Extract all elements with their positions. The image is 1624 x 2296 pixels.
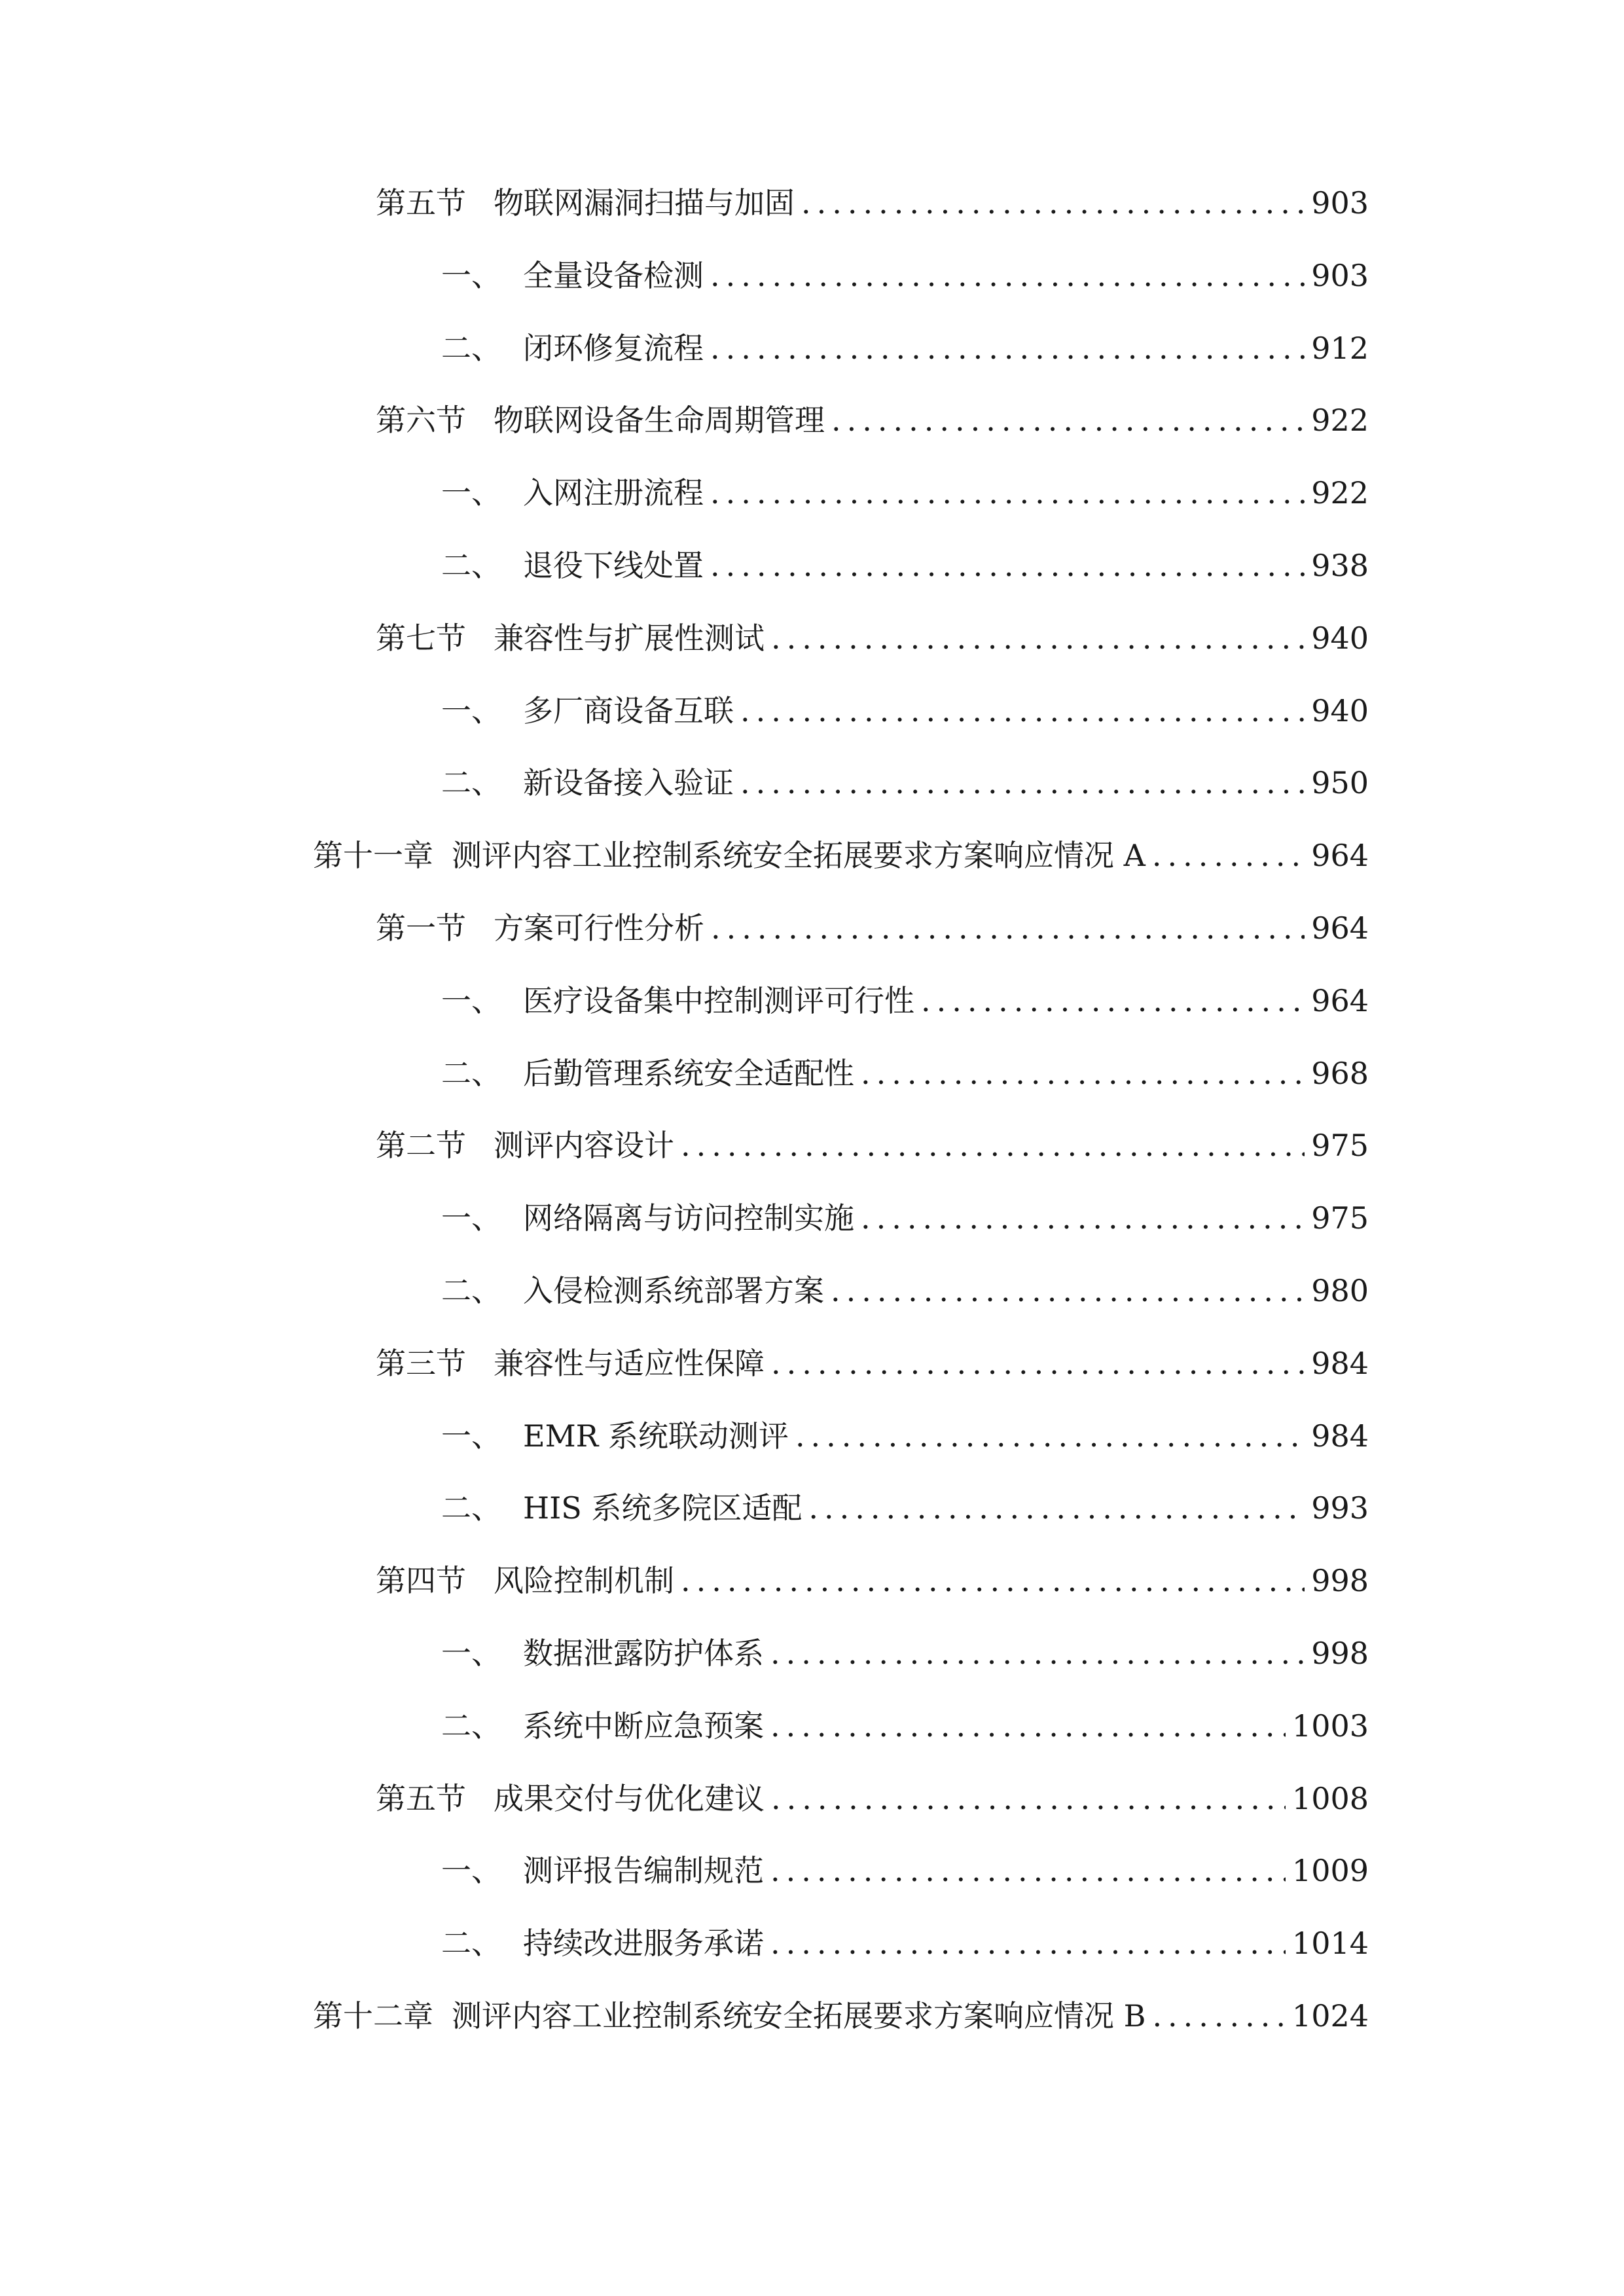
toc-entry-number: 一、	[441, 475, 501, 511]
toc-entry-page-number: 984	[1311, 1345, 1369, 1381]
toc-entry-title: 持续改进服务承诺	[523, 1926, 764, 1962]
toc-entry-title: 风险控制机制	[494, 1563, 674, 1599]
dot-leader	[795, 1410, 1305, 1462]
toc-entry-page-number: 1008	[1291, 1780, 1369, 1816]
toc-entry-title: 新设备接入验证	[523, 765, 734, 801]
toc-entry-page-number: 912	[1311, 330, 1369, 366]
toc-entry-number: 二、	[441, 330, 501, 366]
toc-entry-page-number: 998	[1311, 1563, 1369, 1599]
toc-entry-title: 退役下线处置	[523, 548, 704, 583]
toc-entry-item[interactable]	[441, 1047, 1369, 1100]
toc-entry-title: 闭环修复流程	[523, 330, 704, 366]
dot-leader	[770, 1844, 1286, 1897]
dot-leader	[711, 902, 1305, 954]
toc-entry-page-number: 940	[1311, 692, 1369, 728]
toc-entry-item[interactable]	[441, 539, 1369, 592]
dot-leader	[861, 1192, 1305, 1244]
toc-entry-page-number: 980	[1311, 1273, 1369, 1308]
toc-entry-title: 全量设备检测	[523, 257, 704, 293]
toc-entry-title: 测评内容工业控制系统安全拓展要求方案响应情况 B	[452, 1998, 1146, 2034]
toc-entry-number: 二、	[441, 1926, 501, 1962]
toc-entry-page-number: 922	[1311, 475, 1369, 511]
toc-entry-item[interactable]	[441, 249, 1369, 302]
toc-entry-number: 一、	[441, 1200, 501, 1236]
toc-entry-section[interactable]	[376, 177, 1369, 229]
toc-entry-title: 网络隔离与访问控制实施	[523, 1200, 854, 1236]
toc-entry-number: 一、	[441, 1853, 501, 1889]
toc-entry-title: 系统中断应急预案	[523, 1708, 764, 1744]
dot-leader	[770, 1700, 1286, 1752]
dot-leader	[808, 1482, 1305, 1534]
toc-entry-section[interactable]	[376, 612, 1369, 664]
toc-entry-number: 二、	[441, 1708, 501, 1744]
toc-entry-number: 一、	[441, 982, 501, 1018]
toc-entry-title: 入侵检测系统部署方案	[523, 1273, 824, 1308]
toc-entry-chapter[interactable]	[313, 1990, 1369, 2042]
dot-leader	[771, 612, 1305, 664]
toc-entry-number: 第六节	[376, 403, 466, 439]
toc-entry-title: 兼容性与扩展性测试	[494, 620, 765, 656]
toc-entry-number: 二、	[441, 1273, 501, 1308]
toc-entry-number: 第五节	[376, 1780, 466, 1816]
toc-entry-page-number: 938	[1311, 548, 1369, 583]
toc-entry-item[interactable]	[441, 1265, 1369, 1317]
dot-leader	[771, 1337, 1305, 1390]
toc-entry-item[interactable]	[441, 975, 1369, 1027]
toc-entry-title: 测评报告编制规范	[523, 1853, 764, 1889]
toc-entry-page-number: 922	[1311, 403, 1369, 439]
toc-entry-page-number: 903	[1311, 185, 1369, 221]
toc-entry-page-number: 998	[1311, 1636, 1369, 1671]
dot-leader	[831, 394, 1305, 446]
dot-leader	[1152, 1990, 1285, 2042]
toc-entry-page-number: 1003	[1291, 1708, 1369, 1744]
toc-entry-item[interactable]	[441, 685, 1369, 737]
toc-entry-item[interactable]	[441, 467, 1369, 519]
toc-entry-page-number: 903	[1311, 257, 1369, 293]
toc-entry-title: 方案可行性分析	[494, 910, 704, 946]
toc-entry-title: 数据泄露防护体系	[523, 1636, 764, 1671]
toc-entry-title: 物联网漏洞扫描与加固	[494, 185, 795, 221]
dot-leader	[681, 1119, 1305, 1172]
toc-entry-item[interactable]	[441, 1482, 1369, 1534]
toc-entry-item[interactable]	[441, 1917, 1369, 1969]
toc-entry-number: 第三节	[376, 1345, 466, 1381]
toc-entry-page-number: 964	[1311, 910, 1369, 946]
toc-entry-number: 第一节	[376, 910, 466, 946]
toc-entry-number: 二、	[441, 1490, 501, 1526]
toc-entry-page-number: 975	[1311, 1128, 1369, 1164]
dot-leader	[1152, 829, 1305, 882]
toc-entry-page-number: 964	[1311, 982, 1369, 1018]
toc-entry-item[interactable]	[441, 1627, 1369, 1679]
dot-leader	[921, 975, 1305, 1027]
toc-entry-section[interactable]	[376, 1119, 1369, 1172]
toc-entry-section[interactable]	[376, 1337, 1369, 1390]
toc-entry-page-number: 940	[1311, 620, 1369, 656]
toc-entry-chapter[interactable]	[313, 829, 1369, 882]
toc-entry-number: 第十一章	[313, 838, 433, 874]
toc-entry-number: 一、	[441, 692, 501, 728]
toc-entry-item[interactable]	[441, 1844, 1369, 1897]
dot-leader	[771, 1772, 1286, 1825]
dot-leader	[710, 322, 1305, 374]
toc-entry-section[interactable]	[376, 394, 1369, 446]
toc-entry-number: 第七节	[376, 620, 466, 656]
toc-entry-item[interactable]	[441, 1192, 1369, 1244]
toc-entry-number: 二、	[441, 765, 501, 801]
toc-entry-number: 第十二章	[313, 1998, 433, 2034]
toc-entry-title: HIS 系统多院区适配	[523, 1490, 803, 1526]
toc-entry-number: 第二节	[376, 1128, 466, 1164]
dot-leader	[710, 539, 1305, 592]
toc-entry-title: 多厂商设备互联	[523, 692, 734, 728]
toc-entry-number: 二、	[441, 1055, 501, 1091]
toc-entry-page-number: 1014	[1291, 1926, 1369, 1962]
toc-entry-number: 一、	[441, 257, 501, 293]
toc-entry-page-number: 975	[1311, 1200, 1369, 1236]
dot-leader	[681, 1554, 1305, 1607]
toc-entry-title: 成果交付与优化建议	[494, 1780, 765, 1816]
toc-entry-number: 二、	[441, 548, 501, 583]
toc-entry-page-number: 993	[1311, 1490, 1369, 1526]
dot-leader	[801, 177, 1305, 229]
toc-entry-title: 测评内容设计	[494, 1128, 674, 1164]
toc-entry-title: 后勤管理系统安全适配性	[523, 1055, 854, 1091]
dot-leader	[861, 1047, 1305, 1100]
toc-entry-number: 一、	[441, 1418, 501, 1454]
toc-entry-section[interactable]	[376, 1772, 1369, 1825]
toc-entry-page-number: 1009	[1291, 1853, 1369, 1889]
toc-entry-page-number: 968	[1311, 1055, 1369, 1091]
dot-leader	[710, 249, 1305, 302]
toc-entry-number: 第五节	[376, 185, 466, 221]
toc-entry-title: EMR 系统联动测评	[523, 1418, 789, 1454]
dot-leader	[740, 757, 1305, 809]
dot-leader	[770, 1917, 1286, 1969]
toc-entry-item[interactable]	[441, 757, 1369, 809]
toc-entry-title: 医疗设备集中控制测评可行性	[523, 982, 914, 1018]
dot-leader	[831, 1265, 1305, 1317]
toc-entry-item[interactable]	[441, 1700, 1369, 1752]
toc-entry-title: 入网注册流程	[523, 475, 704, 511]
toc-entry-page-number: 984	[1311, 1418, 1369, 1454]
toc-entry-page-number: 950	[1311, 765, 1369, 801]
dot-leader	[710, 467, 1305, 519]
toc-entry-number: 第四节	[376, 1563, 466, 1599]
toc-entry-page-number: 1024	[1291, 1998, 1369, 2034]
toc-entry-number: 一、	[441, 1636, 501, 1671]
toc-entry-item[interactable]	[441, 322, 1369, 374]
toc-entry-title: 物联网设备生命周期管理	[494, 403, 825, 439]
toc-entry-section[interactable]	[376, 902, 1369, 954]
toc-entry-item[interactable]	[441, 1410, 1369, 1462]
toc-entry-title: 兼容性与适应性保障	[494, 1345, 765, 1381]
toc-entry-title: 测评内容工业控制系统安全拓展要求方案响应情况 A	[452, 838, 1146, 874]
dot-leader	[770, 1627, 1305, 1679]
dot-leader	[740, 685, 1305, 737]
toc-entry-page-number: 964	[1311, 838, 1369, 874]
toc-entry-section[interactable]	[376, 1554, 1369, 1607]
